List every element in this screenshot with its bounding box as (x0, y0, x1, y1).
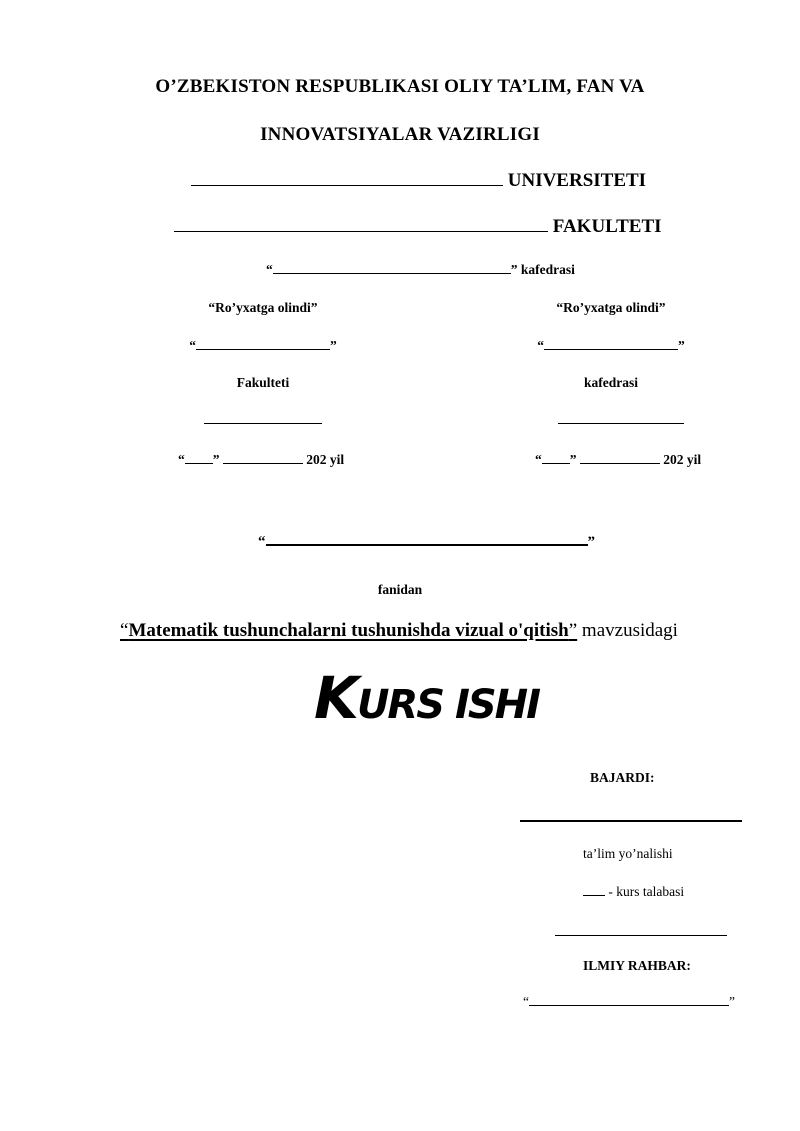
left-registration-label: Fakulteti (236, 375, 290, 390)
supervisor-row (523, 994, 735, 1010)
direction-label: ta’lim yo’nalishi (583, 846, 673, 861)
university-row (191, 170, 646, 192)
subject-open-quote: “ (258, 534, 266, 550)
right-close-quote: ” (678, 338, 685, 353)
left-date-mid-quote: ” (212, 452, 220, 467)
topic-title: Matematik tushunchalarni tushunishda vizual o'qitish (128, 620, 569, 641)
department-label: ” kafedrasi (510, 262, 575, 277)
right-signature-row (521, 412, 721, 428)
subject-name-blank (266, 543, 588, 546)
student-name-blank (555, 935, 727, 936)
right-registration-name-row (511, 338, 711, 354)
topic-suffix: mavzusidagi (577, 620, 678, 641)
university-label: UNIVERSITETI (507, 170, 647, 191)
course-label: - kurs talabasi (605, 884, 685, 899)
supervisor-label: ILMIY RAHBAR: (583, 958, 691, 973)
subject-close-quote: ” (587, 534, 595, 550)
right-open-quote: “ (537, 338, 544, 353)
right-date-year: 202 yil (663, 452, 702, 467)
left-date-row (178, 452, 344, 468)
right-signature-blank (558, 422, 684, 424)
right-day-blank (542, 462, 570, 464)
university-name-blank (191, 184, 503, 186)
department-name-blank (273, 272, 511, 274)
department-open-quote: “ (266, 262, 273, 277)
faculty-label: FAKULTETI (552, 216, 662, 237)
right-month-blank (580, 462, 660, 464)
right-registration-title: “Ro’yxatga olindi” (556, 300, 666, 315)
supervisor-open-quote: “ (523, 994, 529, 1009)
subject-row (258, 534, 595, 551)
left-signature-blank (204, 422, 322, 424)
course-row (583, 884, 684, 900)
supervisor-close-quote: ” (729, 994, 735, 1009)
subject-label: fanidan (377, 582, 423, 597)
right-date-open-quote: “ (535, 452, 542, 467)
right-registration-label: kafedrasi (584, 375, 638, 390)
faculty-name-blank (174, 230, 548, 232)
left-close-quote: ” (330, 338, 337, 353)
left-registration-title: “Ro’yxatga olindi” (208, 300, 318, 315)
left-signature-row (163, 412, 363, 428)
right-date-row (535, 452, 701, 468)
left-date-open-quote: “ (178, 452, 185, 467)
document-title-rest: URS ISHI (356, 682, 540, 728)
ministry-line-1: O’ZBEKISTON RESPUBLIKASI OLIY TA’LIM, FAN VA (155, 76, 645, 97)
faculty-row (174, 216, 662, 238)
ministry-line-2: INNOVATSIYALAR VAZIRLIGI (260, 124, 540, 145)
performer-name-blank (520, 820, 742, 822)
department-row (266, 262, 575, 278)
left-name-blank (196, 348, 330, 350)
document-title (314, 664, 539, 732)
left-date-year: 202 yil (306, 452, 345, 467)
left-registration-name-row (163, 338, 363, 354)
document-title-initial: K (314, 664, 357, 732)
left-month-blank (223, 462, 303, 464)
left-day-blank (185, 462, 213, 464)
right-name-blank (544, 348, 678, 350)
topic-close-quote: ” (568, 620, 578, 641)
left-open-quote: “ (189, 338, 196, 353)
right-date-mid-quote: ” (569, 452, 577, 467)
topic-row (120, 620, 678, 642)
topic-open-quote: “ (120, 620, 129, 641)
supervisor-name-blank (529, 1004, 729, 1006)
performer-label: BAJARDI: (590, 770, 655, 785)
course-number-blank (583, 894, 605, 896)
